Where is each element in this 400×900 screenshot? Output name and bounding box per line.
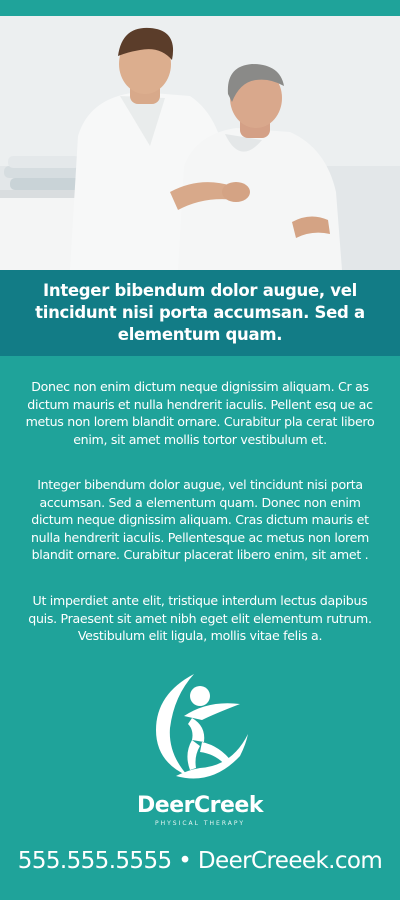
headline-banner bbox=[0, 270, 400, 356]
brand-name: DeerCreek bbox=[137, 793, 263, 818]
hero-photo bbox=[0, 16, 400, 270]
body-paragraph-1: Donec non enim dictum neque dignissim aliquam. Cr as dictum mauris et nulla hendrerit iaculis. Pellent esq ue ac metus non lorem blandit ornare. Curabitur pla cerat libero enim, sit amet mollis tortor vestibulum et. bbox=[25, 379, 375, 447]
top-strip bbox=[0, 0, 400, 16]
brand-tagline: PHYSICAL THERAPY bbox=[154, 820, 246, 827]
body-paragraph-2: Integer bibendum dolor augue, vel tincidunt nisi porta accumsan. Sed a elementum quam. Donec non enim dictum neque dignissim aliquam. Cras dictum mauris et nulla hendrerit iaculis. Pellentesque ac metus non lorem blandit ornare. Curabitur placerat libero enim, sit amet . bbox=[30, 477, 370, 562]
contact-line[interactable]: 555.555.5555 • DeerCreeek.com bbox=[17, 848, 383, 874]
running-figure-logo-icon bbox=[148, 668, 252, 786]
headline-text: Integer bibendum dolor augue, vel tincidunt nisi porta accumsan. Sed a elementum quam. bbox=[35, 281, 365, 344]
body-paragraph-3: Ut imperdiet ante elit, tristique interdum lectus dapibus quis. Praesent sit amet nibh eget elit elementum rutrum. Vestibulum elit ligula, mollis vitae felis a. bbox=[28, 593, 372, 643]
